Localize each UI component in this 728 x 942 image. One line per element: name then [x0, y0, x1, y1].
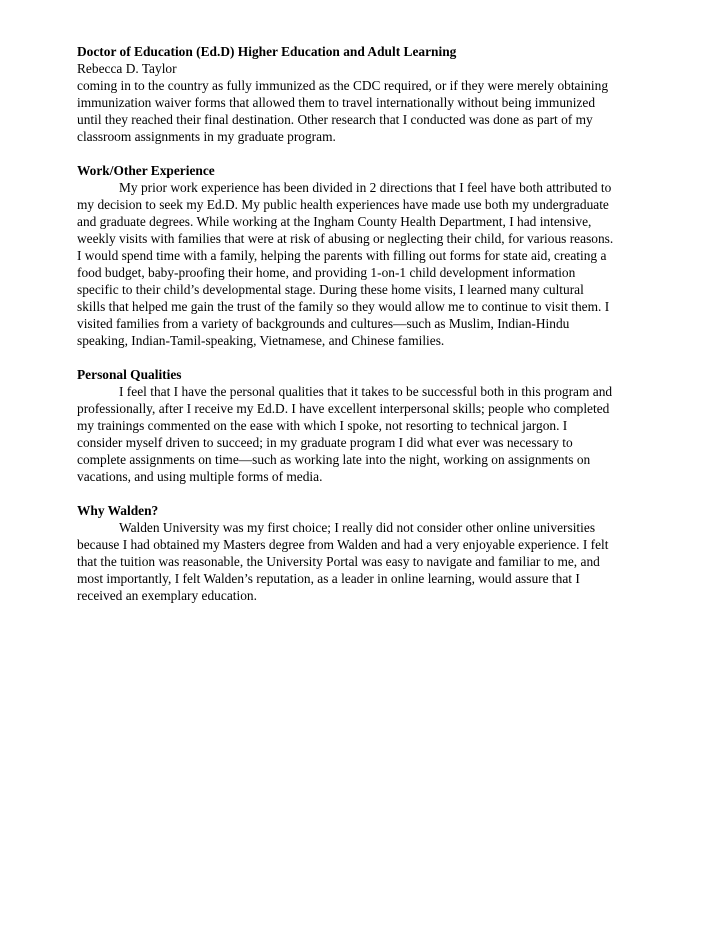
paragraph-line: that the tuition was reasonable, the University Portal was easy to navigate and familiar to me, and [77, 554, 600, 569]
paragraph-line: I feel that I have the personal qualities that it takes to be successful both in this program and [119, 384, 613, 399]
paragraph-line: and graduate degrees. While working at the Ingham County Health Department, I had intensive, [77, 214, 592, 229]
paragraph-line: because I had obtained my Masters degree from Walden and had a very enjoyable experience. I felt [77, 537, 609, 552]
paragraph-spacer [77, 145, 649, 162]
paragraph-spacer [77, 485, 649, 502]
paragraph-line: skills that helped me gain the trust of the family so they would allow me to continue to visit them. I [77, 299, 610, 314]
paragraph-line: coming in to the country as fully immunized as the CDC required, or if they were merely obtaining [77, 78, 609, 93]
paragraph-line: vacations, and using multiple forms of media. [77, 469, 323, 484]
paragraph-line: my trainings commented on the ease with which I spoke, not resorting to technical jargon. I [77, 418, 568, 433]
paragraph-line: consider myself driven to succeed; in my graduate program I did what ever was necessary to [77, 435, 573, 450]
section-heading: Work/Other Experience [77, 163, 215, 178]
paragraph-line: My prior work experience has been divided in 2 directions that I feel have both attributed to [119, 180, 612, 195]
section-work-experience [77, 162, 649, 349]
paragraph-line: specific to their child’s developmental stage. During these home visits, I learned many cultural [77, 282, 584, 297]
paragraph-spacer [77, 349, 649, 366]
program-title: Doctor of Education (Ed.D) Higher Education and Adult Learning [77, 44, 457, 59]
paragraph-line: until they reached their final destination. Other research that I conducted was done as part of my [77, 112, 593, 127]
document-page [77, 43, 649, 604]
paragraph-line: visited families from a variety of backgrounds and cultures—such as Muslim, Indian-Hindu [77, 316, 570, 331]
section-heading: Why Walden? [77, 503, 159, 518]
section-why-walden [77, 502, 649, 604]
paragraph-line: immunization waiver forms that allowed them to travel internationally without being immunized [77, 95, 596, 110]
paragraph-line: most importantly, I felt Walden’s reputation, as a leader in online learning, would assure that I [77, 571, 580, 586]
paragraph-line: received an exemplary education. [77, 588, 257, 603]
author-name: Rebecca D. Taylor [77, 61, 177, 76]
intro-paragraph [77, 77, 649, 145]
paragraph-line: classroom assignments in my graduate program. [77, 129, 336, 144]
paragraph-line: I would spend time with a family, helping the parents with filling out forms for state aid, creating a [77, 248, 607, 263]
section-personal-qualities [77, 366, 649, 485]
paragraph-line: Walden University was my first choice; I really did not consider other online universities [119, 520, 596, 535]
paragraph-line: food budget, baby-proofing their home, and providing 1-on-1 child development information [77, 265, 576, 280]
paragraph-line: complete assignments on time—such as working late into the night, working on assignments on [77, 452, 591, 467]
paragraph-line: speaking, Indian-Tamil-speaking, Vietnamese, and Chinese families. [77, 333, 445, 348]
paragraph-line: professionally, after I receive my Ed.D. I have excellent interpersonal skills; people who completed [77, 401, 610, 416]
section-heading: Personal Qualities [77, 367, 182, 382]
paragraph-line: my decision to seek my Ed.D. My public health experiences have made use both my undergraduate [77, 197, 609, 212]
paragraph-line: weekly visits with families that were at risk of abusing or neglecting their child, for various reasons. [77, 231, 614, 246]
